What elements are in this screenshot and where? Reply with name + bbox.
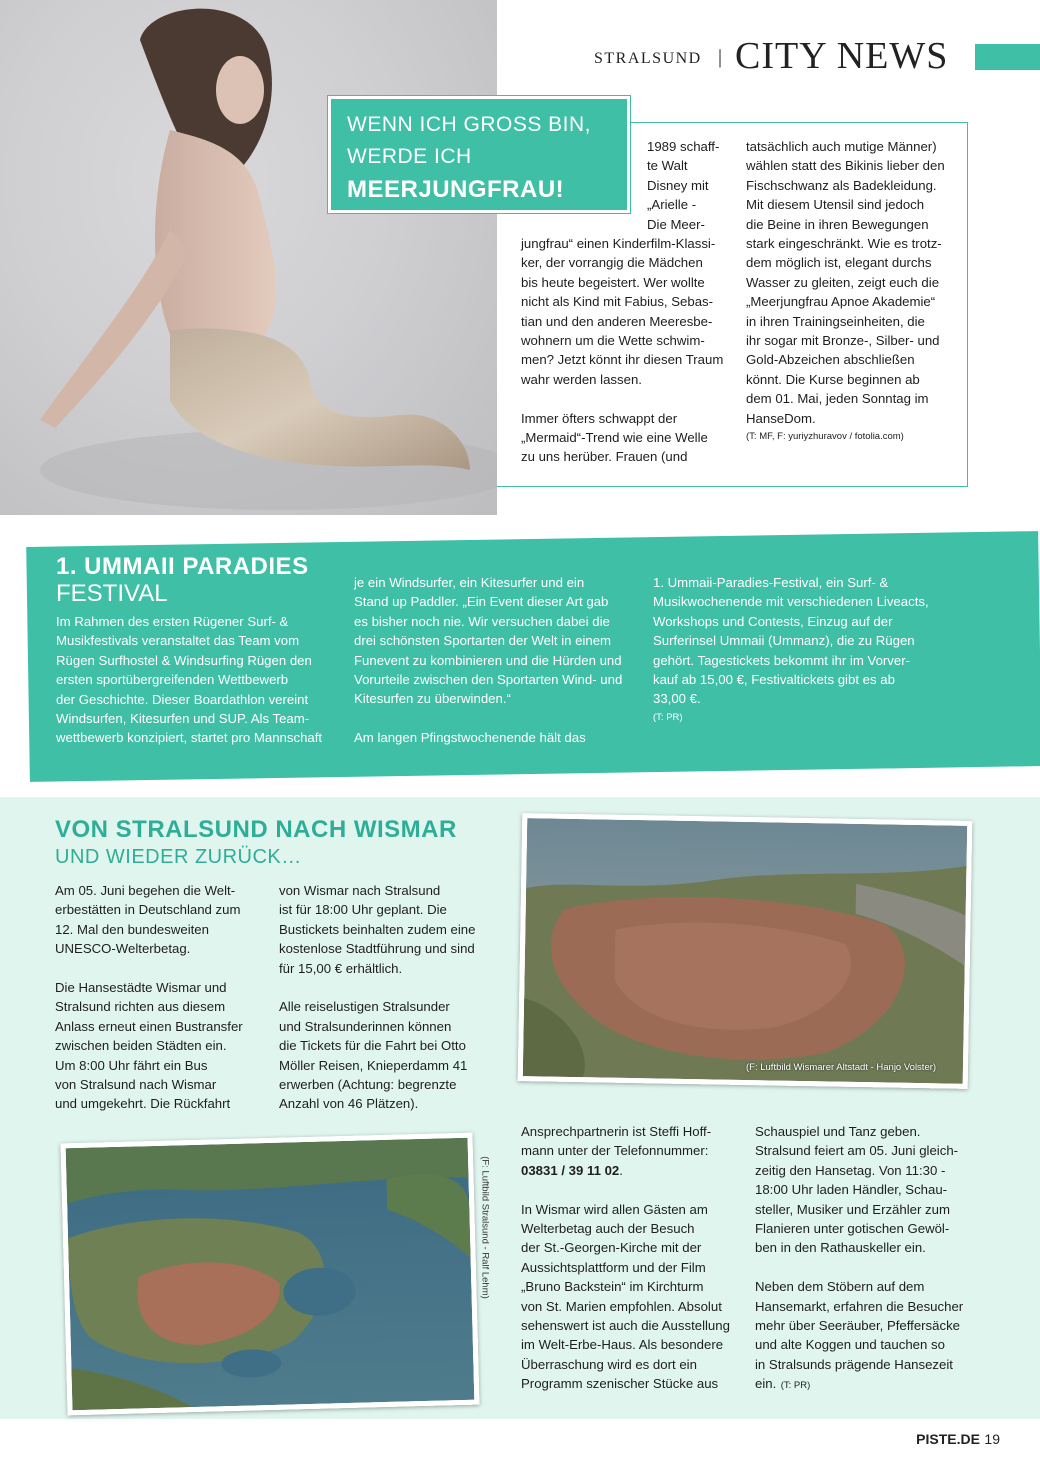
festival-col2: je ein Windsurfer, ein Kitesurfer und ein Stand up Paddler. „Ein Event dieser Art gab es bisher noch nie. Wir versuchen dabei die drei schönsten Sportarten der Welt in einem Funevent zu kombinieren und die Hürden und Vorurteile zwischen den Sportarten Wind- und Kitesurfen zu überwinden.“ Am langen Pfingstwochenende hält das (354, 575, 623, 746)
headline-line3: MEERJUNGFRAU! (347, 176, 565, 203)
stralsund-aerial-image (66, 1138, 475, 1410)
wismar-phone-line (521, 1161, 746, 1180)
footer-brand: PISTE.DE (916, 1431, 980, 1447)
wismar-phone-suffix: . (619, 1162, 623, 1178)
wismar-col4 (755, 1122, 980, 1394)
mermaid-headline-box (328, 96, 630, 213)
wismar-col2: von Wismar nach Stralsund ist für 18:00 Uhr geplant. Die Bustickets beinhalten zudem eine kostenlose Stadtführung und sind für 15,00 € erhältlich. Alle reiselustigen Stralsunder und Stralsunderinnen können die Tickets für die Fahrt bei Otto Möller Reisen, Knieperdamm 41 erwerben (Achtung: begrenzte Anzahl von 46 Plätzen). (279, 883, 476, 1112)
wismar-aerial-photo (518, 813, 973, 1089)
mermaid-col2 (746, 137, 961, 442)
festival-title-line1: 1. UMMAII PARADIES (56, 553, 309, 580)
festival-credit: (T: PR) (653, 711, 683, 723)
wismar-phone: 03831 / 39 11 02 (521, 1162, 620, 1178)
mermaid-photo (0, 0, 497, 515)
wismar-title-line1: VON STRALSUND NACH WISMAR (55, 816, 457, 843)
header-accent-bar (975, 44, 1040, 70)
page-number: 19 (984, 1431, 1000, 1447)
mermaid-col2-body: tatsächlich auch mutige Männer) wählen statt des Bikinis lieber den Fischschwanz als Badekleidung. Mit diesem Utensil sind jedoch die Beine in ihren Bewegungen stark eingeschränkt. Wie es trotz- dem möglich ist, elegant durchs Wasser zu gleiten, zeigt euch die „Meerjungfrau Apnoe Akademie“ in ihren Trainingseinheiten, die ihr sogar mit Bronze-, Silber- und Gold-Abzeichen abschließen könnt. Die Kurse beginnen ab dem 01. Mai, jeden Sonntag im HanseDom. (746, 139, 945, 426)
wismar-title-line2: UND WIEDER ZURÜCK… (55, 846, 302, 868)
mermaid-illustration (0, 0, 497, 515)
headline-line1: WENN ICH GROSS BIN, (347, 113, 592, 136)
mermaid-credit: (T: MF, F: yuriyzhuravov / fotolia.com) (746, 431, 904, 443)
wismar-photo-credit: (F: Luftbild Wismarer Altstadt - Hanjo Volster) (746, 1062, 937, 1073)
wismar-aerial-image (523, 818, 967, 1084)
festival-col3-body: 1. Ummaii-Paradies-Festival, ein Surf- & Musikwochenende mit verschiedenen Liveacts, Workshops und Contests, Einzug auf der Surferinsel Ummaii (Ummanz), die zu Rügen gehört. Tagestickets bekommt ihr im Vorver- kauf ab 15,00 €, Festivaltickets gibt es ab 33,00 €. (653, 575, 929, 707)
festival-title-line2: FESTIVAL (56, 580, 168, 607)
stralsund-aerial-photo (61, 1133, 480, 1416)
mermaid-col1-top: 1989 schaff- te Walt Disney mit „Arielle - Die Meer- (647, 139, 720, 232)
header-separator: | (718, 46, 723, 68)
wismar-col3-intro: Ansprechpartnerin ist Steffi Hoff- mann unter der Telefonnummer: (521, 1124, 712, 1159)
wismar-col3-body: In Wismar wird allen Gästen am Welterbetag auch der Besuch der St.-Georgen-Kirche mit der Aussichtsplattform und der Film „Bruno Backstein“ im Kirchturm von St. Marien empfohlen. Absolut sehenswert ist auch die Ausstellung im Welt-Erbe-Haus. Als besondere Überraschung wird es dort ein Programm szenischer Stücke aus (521, 1201, 730, 1392)
festival-col1: Im Rahmen des ersten Rügener Surf- & Musikfestivals veranstaltet das Team vom Rügen Surfhostel & Windsurfing Rügen den ersten sportübergreifenden Wettbewerb der Geschichte. Dieser Boardathlon vereint Windsurfen, Kitesurfen und SUP. Als Team- wettbewerb konzipiert, startet pro Mannschaft (56, 614, 323, 746)
mermaid-col1-body: jungfrau“ einen Kinderfilm-Klassi- ker, der vorrangig die Mädchen bis heute begeistert. Wer wollte nicht als Kind mit Fabius, Sebas- tian und den anderen Meeresbe- wohnern um die Wette schwim- men? Jetzt könnt ihr diesen Traum wahr werden lassen. Immer öfters schwappt der „Mermaid“-Trend wie eine Welle zu uns herüber. Frauen (und (521, 236, 724, 465)
footer (880, 1431, 1000, 1449)
wismar-col1: Am 05. Juni begehen die Welt- erbestätten in Deutschland zum 12. Mal den bundesweiten UNESCO-Welterbetag. Die Hansestädte Wismar und Stralsund richten aus diesem Anlass erneut einen Bustransfer zwischen beiden Städten ein. Um 8:00 Uhr fährt ein Bus von Stralsund nach Wismar und umgekehrt. Die Rückfahrt (55, 883, 243, 1112)
headline-line2: WERDE ICH (347, 145, 472, 168)
wismar-col3 (521, 1122, 746, 1394)
wismar-col4-body: Schauspiel und Tanz geben. Stralsund feiert am 05. Juni gleich- zeitig den Hansetag. Von 11:30 - 18:00 Uhr laden Händler, Schau- steller, Musiker und Erzähler zum Flanieren unter gotischen Gewöl- ben in den Rathauskeller ein. Neben dem Stöbern auf dem Hansemarkt, erfahren die Besucher mehr über Seeräuber, Pfeffersäcke und alte Koggen und tauchen so in Stralsunds prägende Hansezeit ein. (755, 1124, 964, 1392)
stralsund-photo-credit: (F: Luftbild Stralsund - Ralf Lehm) (479, 1156, 491, 1299)
section-label: STRALSUND (594, 50, 702, 67)
festival-col3 (653, 573, 943, 723)
wismar-credit: (T: PR) (780, 1380, 811, 1392)
page-title: CITY NEWS (735, 35, 949, 77)
